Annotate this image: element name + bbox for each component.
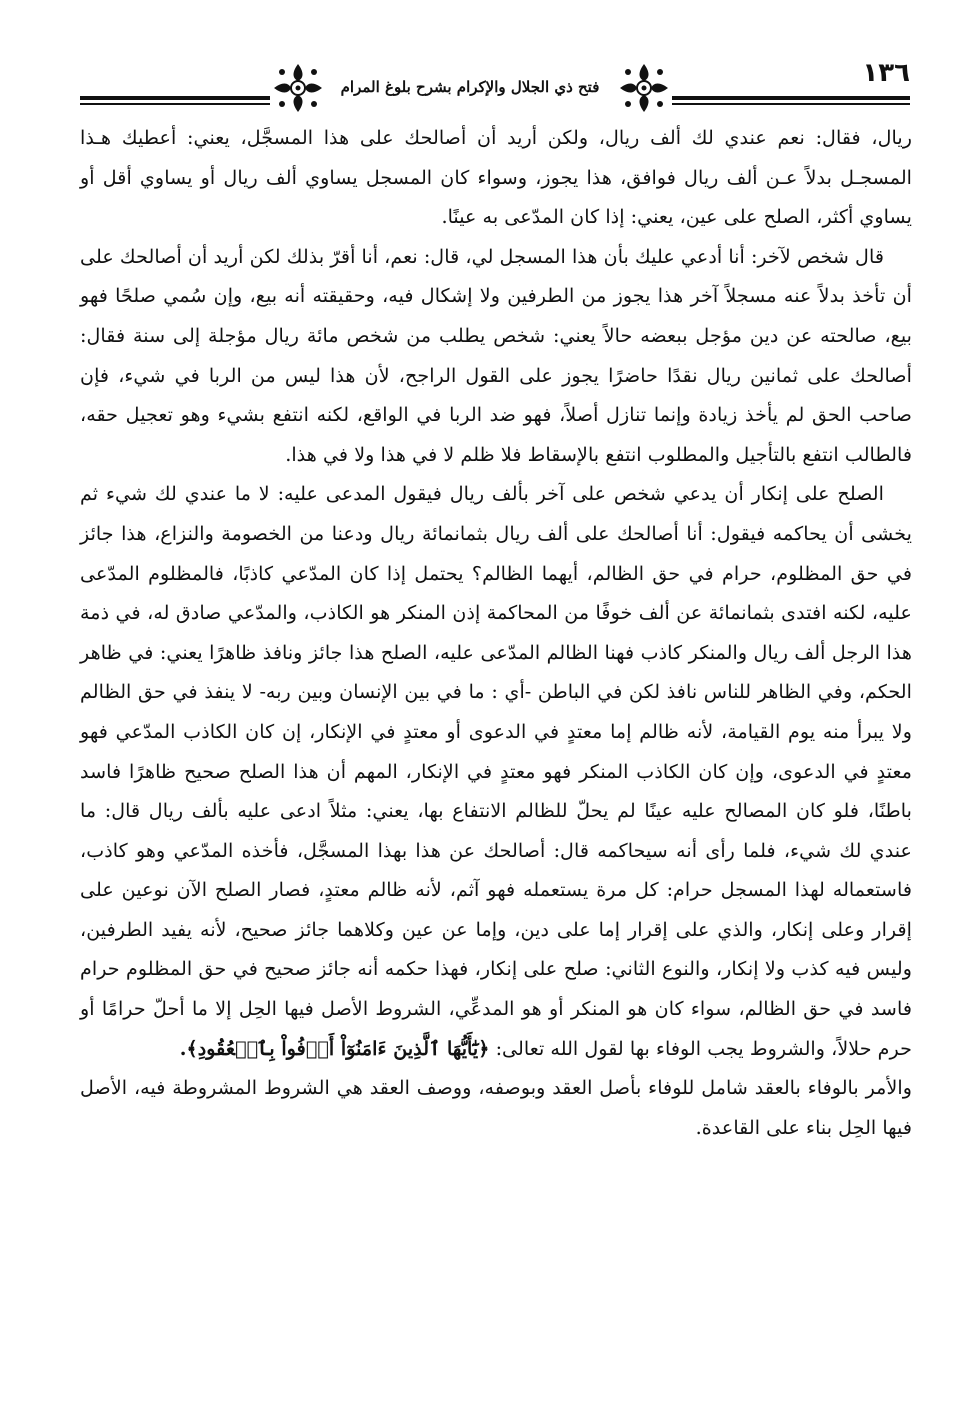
paragraph-conclusion: والأمر بالوفاء بالعقد شامل للوفاء بأصل العقد وبوصفه، ووصف العقد هي الشروط المشروطة فيه، الأصل فيها الحِل بناء على القاعدة.: [80, 1076, 912, 1139]
body-text: [80, 118, 912, 1147]
page-header: [70, 52, 910, 122]
running-title-box: [300, 66, 640, 110]
running-title: فتح ذي الجلال والإكرام بشرح بلوغ المرام: [340, 78, 600, 96]
floral-ornament-icon: [616, 60, 672, 116]
paragraph-reconciliation-on-denial: [80, 474, 912, 1068]
quran-verse: ﴿يَٰٓأَيُّهَا ٱلَّذِينَ ءَامَنُوٓاْ أَوۡفُواْ بِٱلۡعُقُودِ﴾.: [179, 1036, 490, 1060]
page-number: ١٣٦: [862, 58, 910, 88]
paragraph-text: الصلح على إنكار أن يدعي شخص على آخر بألف ريال فيقول المدعى عليه: لا ما عندي لك شيء ثم يخشى أن يحاكمه فيقول: أنا أصالحك على ألف ريال بثمانمائة ريال ودعنا من الخصومة والنزاع، هذا جائز في حق المظلوم، حرام في حق الظالم، أيهما الظالم؟ يحتمل إذا كان المدّعي كاذبًا، فالمظلوم المدّعى عليه، لكنه افتدى بثمانمائة عن ألف خوفًا من المحاكمة إذن المنكر هو الكاذب، والمدّعي صادق له، في ذمة هذا الرجل ألف ريال والمنكر كاذب فهنا الظالم المدّعى عليه، الصلح هذا جائز ونافذ ظاهرًا يعني: في ظاهر الحكم، وفي الظاهر للناس نافذ لكن في الباطن -أي : ما في بين الإنسان وبين ربه- لا ينفذ في حق الظالم ولا يبرأ منه يوم القيامة، لأنه ظالم إما معتدٍ في الدعوى أو معتدٍ في الإنكار، إن كان الكاذب المدّعي فهو معتدٍ في الدعوى، وإن كان الكاذب المنكر فهو معتدٍ في الإنكار، المهم أن هذا الصلح صحيح ظاهرًا فاسد باطنًا، فلو كان المصالح عليه عينًا لم يحلّ للظالم الانتفاع بها، يعني: مثلاً ادعى عليه بألف ريال قال: ما عندي لك شيء، فلما رأى أنه سيحاكمه قال: أصالحك عن هذا بهذا المسجَّل، فأخذه المدّعي وهو كاذب، فاستعماله لهذا المسجل حرام: كل مرة يستعمله فهو آثم، لأنه ظالم معتدٍ، فصار الصلح الآن نوعين على إقرار وعلى إنكار، والذي على إقرار إما على دين، وإما عن عين وكلاهما جائز صحيح، لأنه يفيد الطرفين، وليس فيه كذب ولا إنكار، والنوع الثاني: صلح على إنكار، فهذا حكمه أنه جائز صحيح في حق المظلوم حرام فاسد في حق الظالم، سواء كان هو المنكر أو هو المدعِّي، الشروط الأصل فيها الحِل إلا ما أحلّ حرامًا أو حرم حلالاً، والشروط يجب الوفاء بها لقول الله تعالى:: [80, 482, 912, 1060]
paragraph-exchange-reconciliation: قال شخص لآخر: أنا أدعي عليك بأن هذا المسجل لي، قال: نعم، أنا أقرّ بذلك لكن أريد أن أصالحك على أن تأخذ بدلاً عنه مسجلاً آخر هذا يجوز من الطرفين ولا إشكال فيه، وحقيقته أنه بيع، وإن سُمي صلحًا فهو بيع، صالحته عن دين مؤجل ببعضه حالاً يعني: شخص يطلب من شخص مائة ريال مؤجلة إلى سنة فقال: أصالحك على ثمانين ريال نقدًا حاضرًا يجوز على القول الراجح، لأن هذا ليس من الربا في شيء، فإن صاحب الحق لم يأخذ زيادة وإنما تنازل أصلاً، فهو ضد الربا في الواقع، لكنه انتفع بشيء وهو تعجيل حقه، فالطالب انتفع بالتأجيل والمطلوب انتفع بالإسقاط فلا ظلم لا في هذا ولا في هذا.: [80, 244, 912, 466]
paragraph-continued: ريال، فقال: نعم عندي لك ألف ريال، ولكن أريد أن أصالحك على هذا المسجَّل، يعني: أعطيك هـذا المسجـل بدلاً عـن ألف ريال فوافق، هذا يجوز، وسواء كان المسجل يساوي ألف ريال أو يساوي أقل أو يساوي أكثر، الصلح على عين، يعني: إذا كان المدّعى به عينًا.: [80, 126, 912, 229]
floral-ornament-icon: [270, 60, 326, 116]
